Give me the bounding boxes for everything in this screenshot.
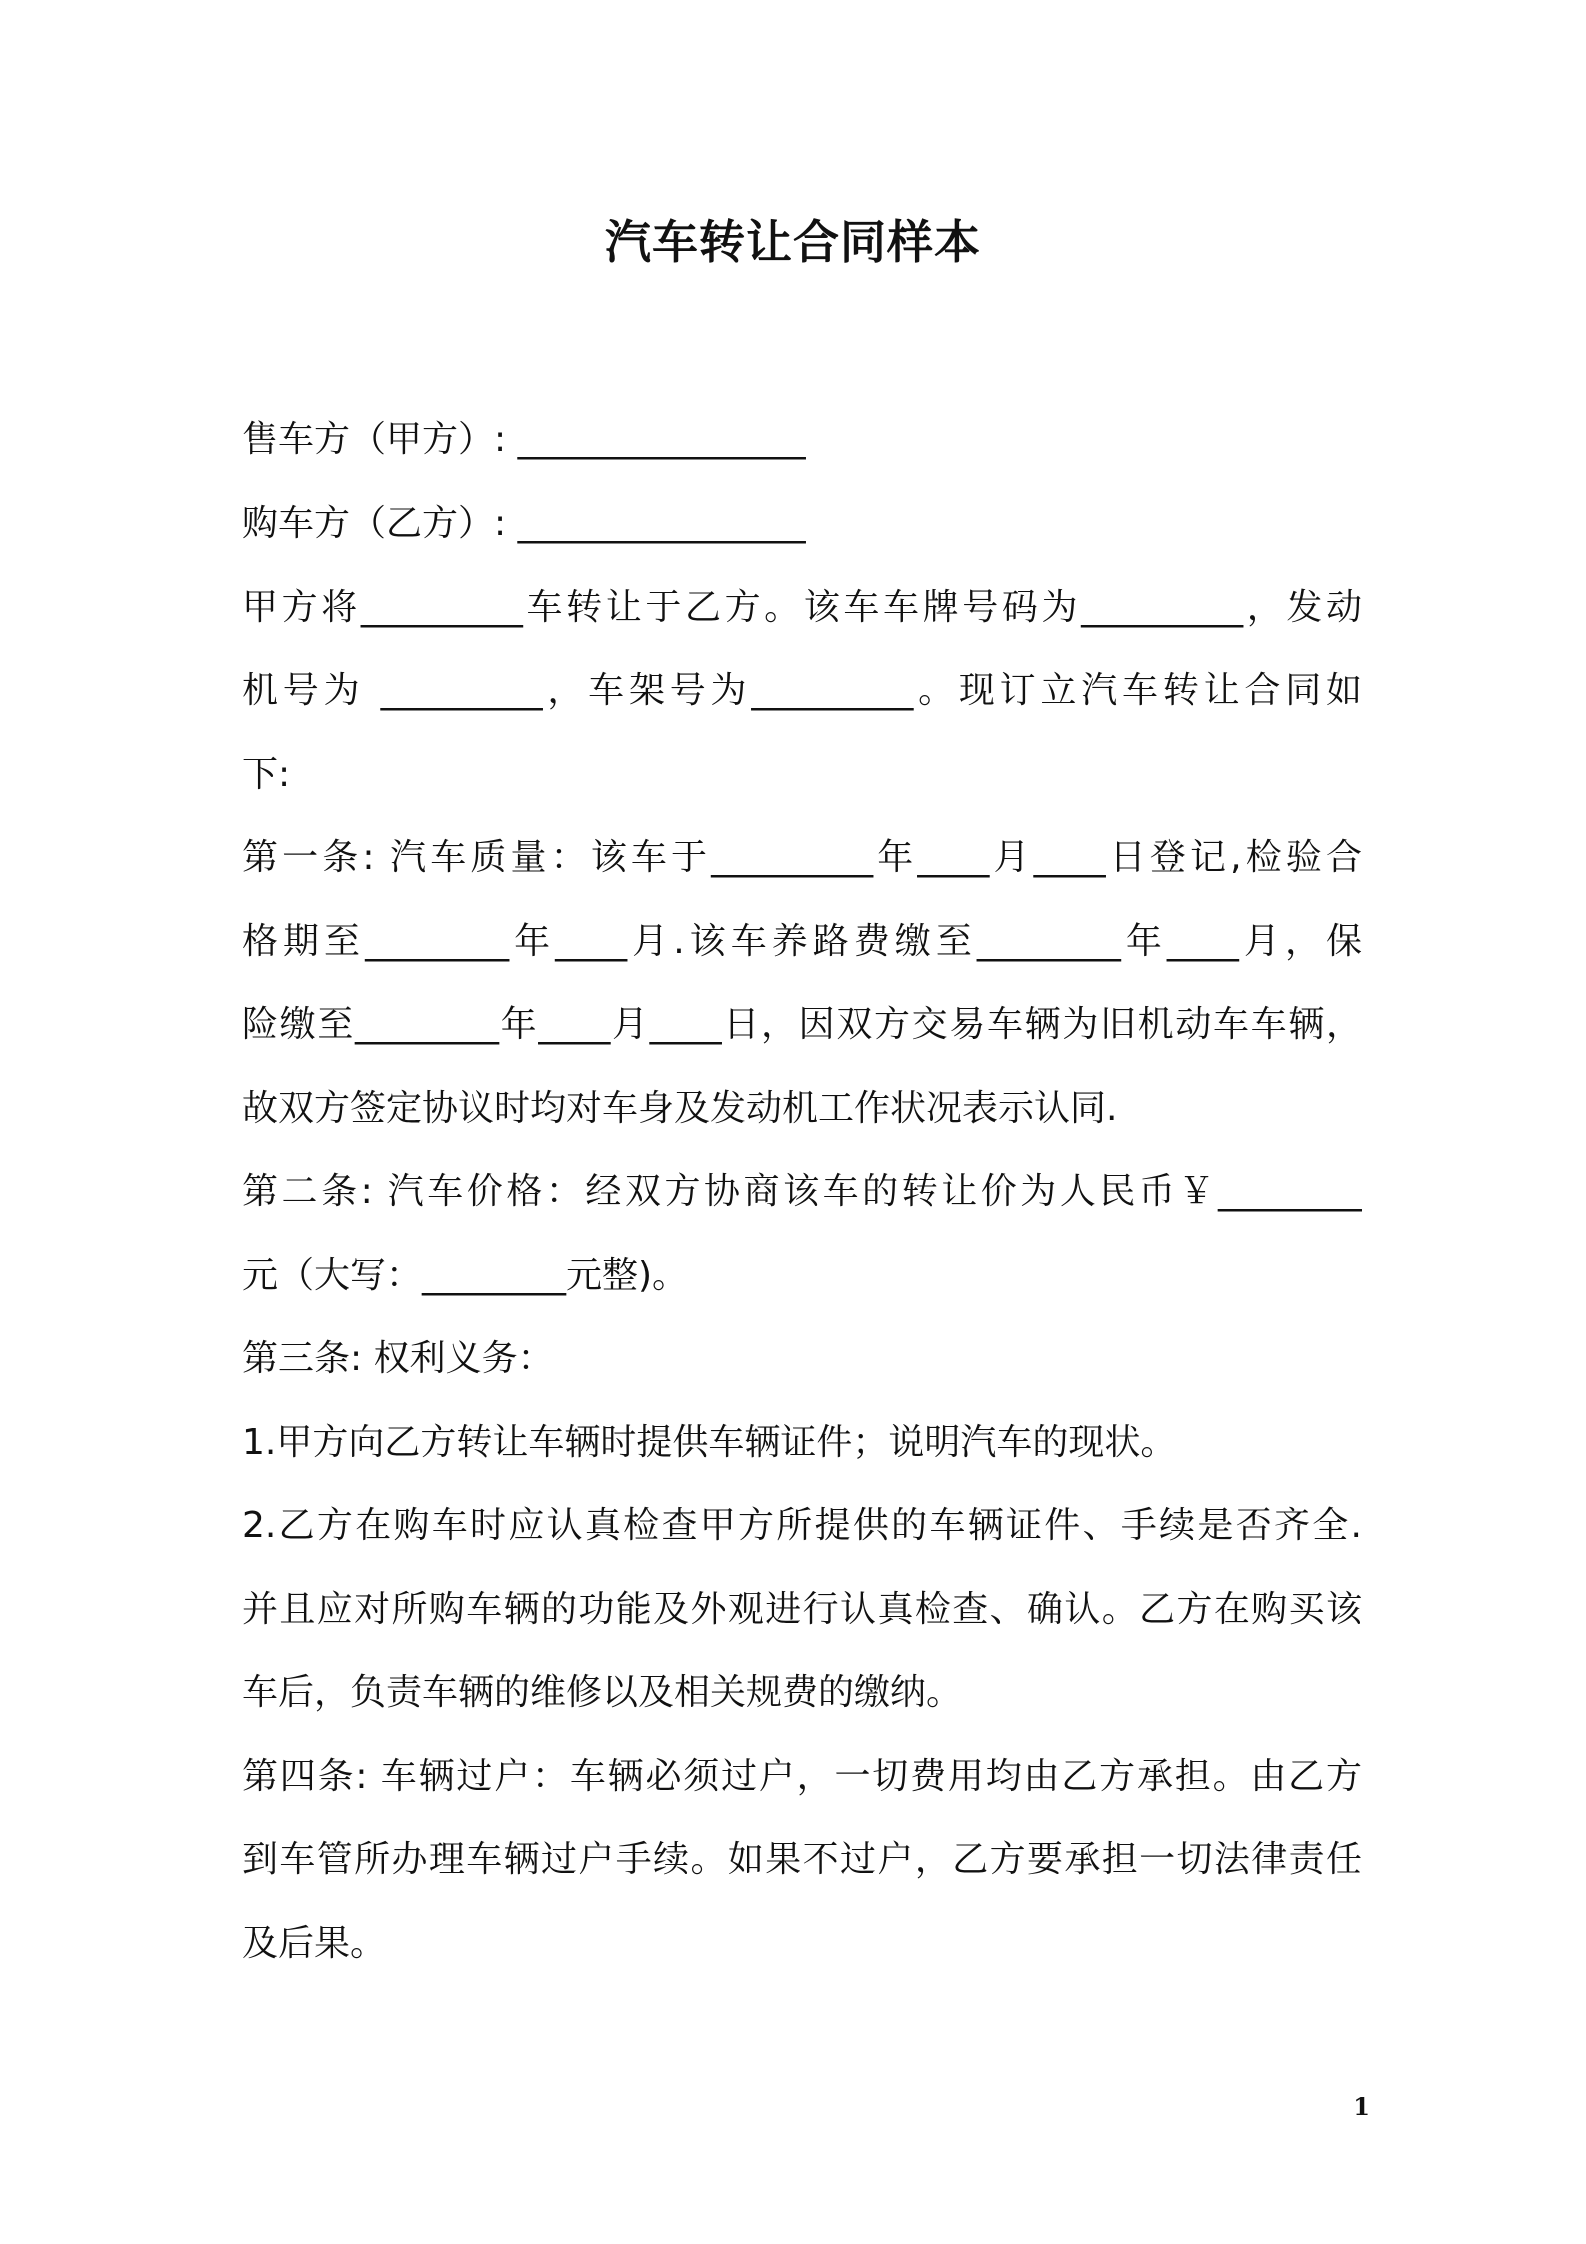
article-3-item-1: 1.甲方向乙方转让车辆时提供车辆证件；说明汽车的现状。 bbox=[242, 1422, 1177, 1463]
article-1-line: 格期至________年____月.该车养路费缴至________年____月，保 bbox=[242, 921, 1362, 962]
article-1-line: 故双方签定协议时均对车身及发动机工作状况表示认同. bbox=[242, 1088, 1118, 1129]
article-3-heading: 第三条: 权利义务： bbox=[242, 1338, 554, 1379]
article-4-line: 及后果。 bbox=[242, 1923, 387, 1964]
article-3-item-2: 并且应对所购车辆的功能及外观进行认真检查、确认。乙方在购买该 bbox=[242, 1589, 1362, 1630]
paragraph-line: 机号为 _________，车架号为_________。现订立汽车转让合同如 bbox=[242, 670, 1362, 711]
article-4-line: 到车管所办理车辆过户手续。如果不过户，乙方要承担一切法律责任 bbox=[242, 1839, 1362, 1880]
article-2-line: 第二条: 汽车价格：经双方协商该车的转让价为人民币￥________ bbox=[242, 1171, 1362, 1212]
page-number: 1 bbox=[1353, 2092, 1370, 2121]
buyer-line: 购车方（乙方）: ________________ bbox=[242, 503, 806, 544]
article-3-item-2: 2.乙方在购车时应认真检查甲方所提供的车辆证件、手续是否齐全. bbox=[242, 1505, 1362, 1546]
seller-line: 售车方（甲方）: ________________ bbox=[242, 419, 806, 460]
article-1-line: 险缴至________年____月____日，因双方交易车辆为旧机动车车辆， bbox=[242, 1004, 1362, 1045]
article-1-line: 第一条: 汽车质量：该车于_________年____月____日登记,检验合 bbox=[242, 837, 1362, 878]
paragraph-line: 甲方将_________车转让于乙方。该车车牌号码为_________，发动 bbox=[242, 587, 1362, 628]
article-3-item-2: 车后，负责车辆的维修以及相关规费的缴纳。 bbox=[242, 1672, 963, 1713]
paragraph-line: 下: bbox=[242, 754, 291, 795]
article-4-line: 第四条: 车辆过户：车辆必须过户，一切费用均由乙方承担。由乙方 bbox=[242, 1756, 1362, 1797]
page-title: 汽车转让合同样本 bbox=[605, 215, 981, 269]
article-2-line: 元（大写：________元整)。 bbox=[242, 1255, 689, 1296]
